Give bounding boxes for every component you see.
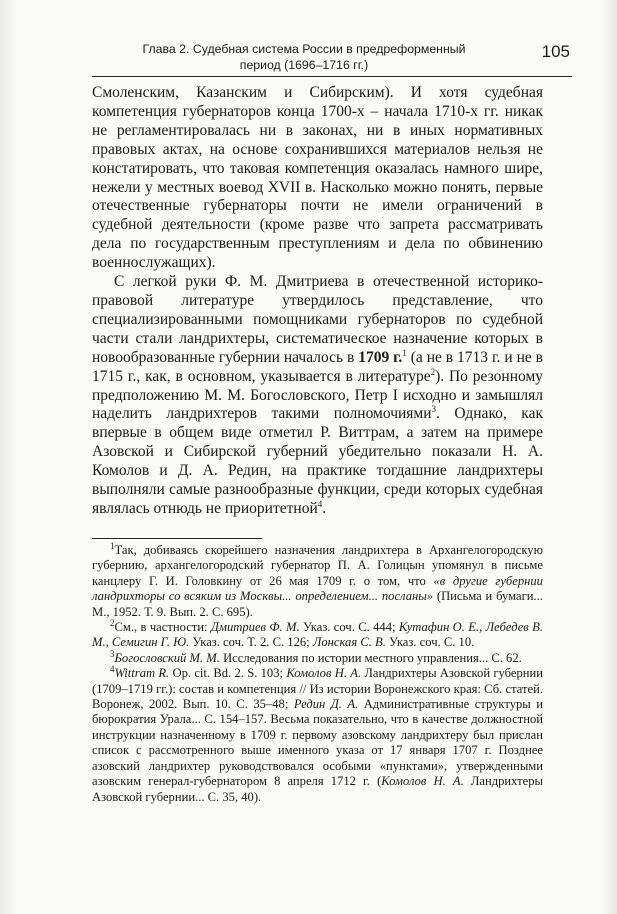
footnote-4-text-a: Op. cit. Bd. 2. S. 103; [169, 666, 287, 681]
footnote-4 [92, 666, 543, 805]
main-text [92, 84, 543, 519]
footnote-1-text-b: (Письма и бумаги... М., 1952. Т. 9. Вып. 2. С. 695). [92, 589, 543, 619]
footnote-2-author-2: Кутафин О. Е., Лебедев В. М., Семигин Г. Ю. [92, 620, 543, 650]
footnote-3 [92, 648, 543, 666]
footnote-1 [92, 540, 543, 620]
paragraph-2-text-e: . [322, 499, 327, 517]
footnote-2-author-1: Дмитриев Ф. М. [210, 620, 300, 635]
footnote-3-mark: 3 [110, 648, 115, 659]
paragraph-2-text-d: . Однако, как впервые в общем виде отметил Р. Виттрам, а затем на примере Азовской и Сибирской губерний убедительно показали Н. А. Комолов и Д. А. Редин, на практике тогдашние ландрихтеры выполняли самые разнообразные функции, среди которых судебная являлась отнюдь не приоритетной [92, 405, 543, 517]
footnote-2-text-b: Указ. соч. С. 444; [299, 620, 399, 635]
footnotes [92, 540, 544, 805]
footnote-4-author-2: Комолов Н. А. [286, 666, 362, 681]
chapter-title [100, 42, 508, 73]
paragraph-2-text-b: (а не в 1713 г. и не в 1715 г., как, в основном, указывается в литературе [92, 348, 543, 385]
footnote-1-quote: «в другие губернии ландрихторы со всяким из Москвы... определением... посланы» [92, 573, 543, 604]
footnote-2-text-a: См., в частности: [114, 620, 211, 635]
footnote-1-mark: 1 [110, 540, 115, 551]
footnote-ref-2: 2 [430, 366, 436, 377]
footnote-divider [92, 538, 262, 539]
year-1709-bold: 1709 г. [358, 348, 403, 366]
footnote-ref-4: 4 [317, 498, 323, 509]
footnote-2-mark: 2 [110, 617, 115, 628]
footnote-4-mark: 4 [110, 664, 115, 675]
paragraph-2-text-a: С легкой руки Ф. М. Дмитриева в отечественной историко-правовой литературе утвердилось представление, что специализированными помощниками губернаторов по судебной части стали ландрихтеры, систематическое назначение которых в новообразованные губернии началось в [92, 273, 543, 366]
footnote-4-author-4: Комолов Н. А. [381, 774, 464, 789]
footnote-ref-1: 1 [402, 347, 407, 358]
footnote-2-text-c: Указ. соч. Т. 2. С. 126; [189, 635, 313, 650]
footnote-4-author-1: Wittram R. [114, 666, 170, 681]
chapter-title-line2: период (1696–1716 гг.) [239, 57, 369, 72]
footnote-2 [92, 617, 543, 651]
chapter-title-line1: Глава 2. Судебная система России в предреформенный [142, 42, 466, 56]
footnote-2-text-d: Указ. соч. С. 10. [385, 635, 475, 650]
footnote-4-text-b: Ландрихтеры Азовской губернии (1709–1719 гг.): состав и компетенция // Из истории Воронежского края: Сб. статей. Воронеж, 2002. Вып. 10. С. 35–48; [92, 666, 544, 712]
header-divider [92, 76, 572, 77]
paragraph-1: Смоленским, Казанским и Сибирским). И хотя судебная компетенция губернаторов конца 1700-х – начала 1710-х гг. никак не регламентировалась ни в законах, ни в иных нормативных правовых актах, на основе сохранившихся материалов нельзя не констатировать, что таковая компетенция оказалась намного шире, нежели у местных воевод XVII в. Насколько можно понять, первые отечественные губернаторы почти не имели ограничений в судебной деятельности (кроме разве что запрета рассматривать дела по государственным преступлениям и дела по обвинению военнослужащих). [92, 84, 543, 272]
footnote-1-text-a: Так, добиваясь скорейшего назначения ландрихтера в Архангелогородскую губернию, архангелогородский губернатор П. А. Голицын упомянул в письме канцлеру Г. И. Головкину от 26 мая 1709 г. о том, что [92, 543, 543, 588]
footnote-ref-3: 3 [431, 404, 437, 415]
page-number: 105 [541, 42, 570, 61]
paragraph-2 [92, 273, 543, 519]
footnote-4-author-3: Редин Д. А. [293, 697, 359, 712]
footnote-3-text: Исследования по истории местного управления... С. 62. [219, 650, 522, 665]
paragraph-2-text-c: ). По резонному предположению М. М. Богословского, Петр I исходно и замышлял наделить ландрихтеров такими полномочиями [92, 367, 544, 423]
footnote-4-text-d: Ландрихтеры Азовской губернии... С. 35, 40). [92, 774, 543, 804]
footnote-3-author: Богословский М. М. [114, 650, 220, 665]
footnote-4-text-c: Административные структуры и бюрократия Урала... С. 154–157. Весьма показательно, что в качестве должностной инструкции назначенному в 1709 г. первому азовскому ландрихтеру был прислан список с рассмотренного выше именного указа от 17 января 1707 г. Позднее азовский ландрихтер руководствовался особыми «пунктами», утвержденными азовским генерал-губернатором 8 апреля 1712 г. ( [92, 697, 543, 789]
footnote-2-author-3: Лонская С. В. [312, 635, 386, 650]
